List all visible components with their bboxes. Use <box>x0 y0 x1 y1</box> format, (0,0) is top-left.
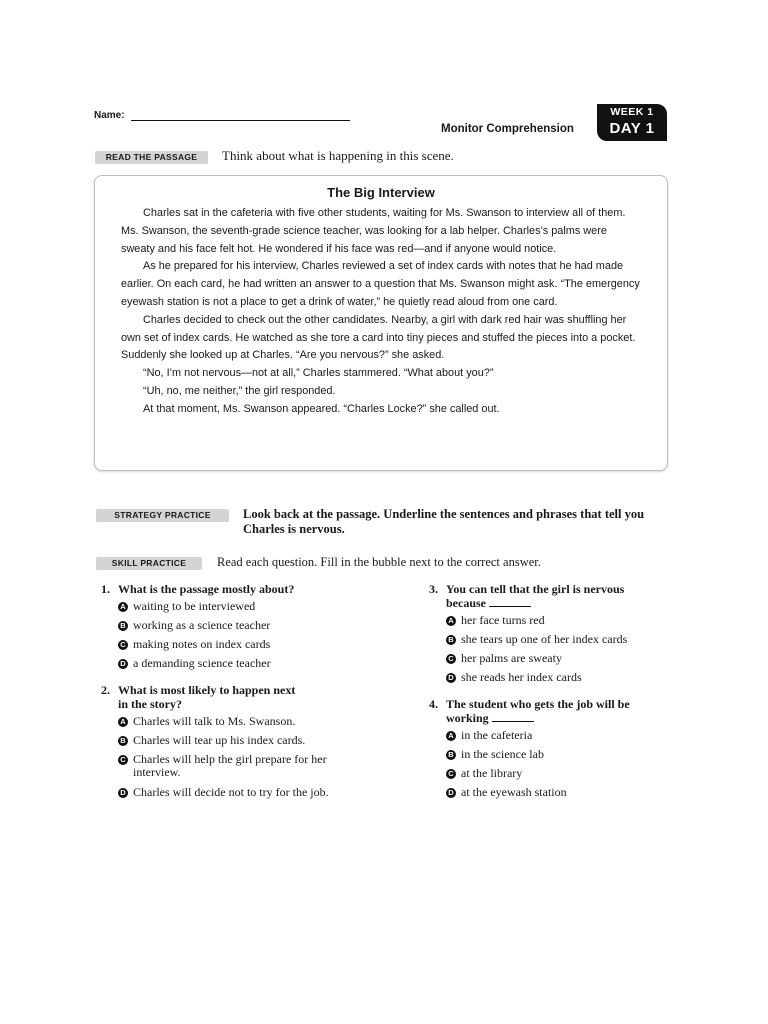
option-text: she tears up one of her index cards <box>461 632 628 646</box>
passage-paragraph: As he prepared for his interview, Charles reviewed a set of index cards with notes that he had made earlier. On each card, he had written an answer to a question that Ms. Swanson might ask. “The emergency eyewash station is not a place to get a drink of water,” he quietly read aloud from one card. <box>121 260 640 308</box>
question-4 <box>429 697 630 799</box>
bubble-c-icon[interactable]: C <box>118 640 128 650</box>
bubble-b-icon[interactable]: B <box>118 736 128 746</box>
bubble-d-icon[interactable]: D <box>118 659 128 669</box>
answer-option[interactable] <box>118 657 271 670</box>
bubble-a-icon[interactable]: A <box>446 731 456 741</box>
question-3 <box>429 582 628 684</box>
option-text: her palms are sweaty <box>461 651 562 665</box>
read-passage-instruction: Think about what is happening in this scene. <box>222 148 454 163</box>
option-text: Charles will tear up his index cards. <box>133 733 306 747</box>
option-text: working as a science teacher <box>133 618 271 632</box>
option-text: Charles will help the girl prepare for her interview. <box>133 752 327 779</box>
answer-option[interactable] <box>118 734 305 747</box>
option-text: in the science lab <box>461 747 544 761</box>
answer-option[interactable] <box>118 638 270 651</box>
day-label: DAY 1 <box>609 120 655 137</box>
question-stem-line2: in the story? <box>118 697 182 711</box>
option-text: Charles will talk to Ms. Swanson. <box>133 714 296 728</box>
answer-option[interactable] <box>118 715 295 728</box>
passage-paragraph: Charles sat in the cafeteria with five other students, waiting for Ms. Swanson to interview all of them. Ms. Swanson, the seventh-grade science teacher, was looking for a lab helper. Charles’s palms were sweaty and his face felt hot. He wondered if his face was red—and if anyone would notice. <box>121 207 626 255</box>
bubble-d-icon[interactable]: D <box>446 673 456 683</box>
bubble-a-icon[interactable]: A <box>118 602 128 612</box>
bubble-a-icon[interactable]: A <box>118 717 128 727</box>
option-text: at the eyewash station <box>461 785 567 799</box>
option-text: a demanding science teacher <box>133 656 271 670</box>
answer-option[interactable] <box>446 671 582 684</box>
bubble-d-icon[interactable]: D <box>446 788 456 798</box>
question-number: 3. <box>429 582 438 596</box>
read-passage-label: READ THE PASSAGE <box>95 151 208 164</box>
option-text: making notes on index cards <box>133 637 271 651</box>
option-text: her face turns red <box>461 613 545 627</box>
answer-option[interactable] <box>446 729 532 742</box>
bubble-b-icon[interactable]: B <box>446 635 456 645</box>
bubble-b-icon[interactable]: B <box>118 621 128 631</box>
option-text: at the library <box>461 766 523 780</box>
week-label: WEEK 1 <box>610 106 654 118</box>
question-1 <box>101 582 295 670</box>
passage-title: The Big Interview <box>327 185 435 200</box>
skill-practice-instruction: Read each question. Fill in the bubble next to the correct answer. <box>217 555 541 569</box>
strategy-practice-instruction: Look back at the passage. Underline the sentences and phrases that tell you Charles is nervous. <box>243 507 645 536</box>
bubble-c-icon[interactable]: C <box>446 654 456 664</box>
bubble-a-icon[interactable]: A <box>446 616 456 626</box>
passage-text <box>121 205 643 419</box>
week-day-badge <box>597 104 667 141</box>
answer-blank <box>492 712 534 722</box>
bubble-b-icon[interactable]: B <box>446 750 456 760</box>
answer-option[interactable] <box>446 614 545 627</box>
question-stem-line2: working <box>446 711 489 725</box>
section-title: Monitor Comprehension <box>441 123 574 135</box>
question-2 <box>101 683 329 799</box>
option-text: waiting to be interviewed <box>133 599 256 613</box>
answer-option[interactable] <box>446 767 522 780</box>
question-stem: What is most likely to happen next <box>118 683 296 697</box>
answer-blank <box>489 597 531 607</box>
question-stem: You can tell that the girl is nervous <box>446 582 625 596</box>
passage-paragraph: Charles decided to check out the other candidates. Nearby, a girl with dark red hair was shuffling her own set of index cards. He watched as she tore a card into tiny pieces and stuffed the pieces into a pocket. Suddenly she looked up at Charles. “Are you nervous?” she asked. <box>121 313 636 362</box>
option-text: she reads her index cards <box>461 670 582 684</box>
answer-option[interactable] <box>118 786 329 799</box>
answer-option[interactable] <box>118 600 255 613</box>
passage-paragraph: “No, I’m not nervous—not at all,” Charles stammered. “What about you?” <box>143 367 494 380</box>
bubble-c-icon[interactable]: C <box>118 755 128 765</box>
answer-option[interactable] <box>118 753 338 779</box>
bubble-d-icon[interactable]: D <box>118 788 128 798</box>
option-text: Charles will decide not to try for the job. <box>133 785 329 799</box>
passage-paragraph: “Uh, no, me neither,” the girl responded. <box>143 384 336 397</box>
question-stem: What is the passage mostly about? <box>118 582 295 596</box>
option-text: in the cafeteria <box>461 728 533 742</box>
question-number: 1. <box>101 582 110 596</box>
question-stem-line2: because <box>446 596 486 610</box>
answer-option[interactable] <box>446 633 627 646</box>
answer-option[interactable] <box>446 748 544 761</box>
name-label: Name: <box>94 110 125 121</box>
question-number: 4. <box>429 697 438 711</box>
answer-option[interactable] <box>446 786 567 799</box>
skill-practice-label: SKILL PRACTICE <box>96 557 202 570</box>
answer-option[interactable] <box>118 619 270 632</box>
passage-paragraph: At that moment, Ms. Swanson appeared. “Charles Locke?” she called out. <box>143 402 500 415</box>
question-stem: The student who gets the job will be <box>446 697 630 711</box>
strategy-practice-label: STRATEGY PRACTICE <box>96 509 229 522</box>
answer-option[interactable] <box>446 652 562 665</box>
question-number: 2. <box>101 683 110 697</box>
name-line[interactable] <box>131 120 350 121</box>
bubble-c-icon[interactable]: C <box>446 769 456 779</box>
